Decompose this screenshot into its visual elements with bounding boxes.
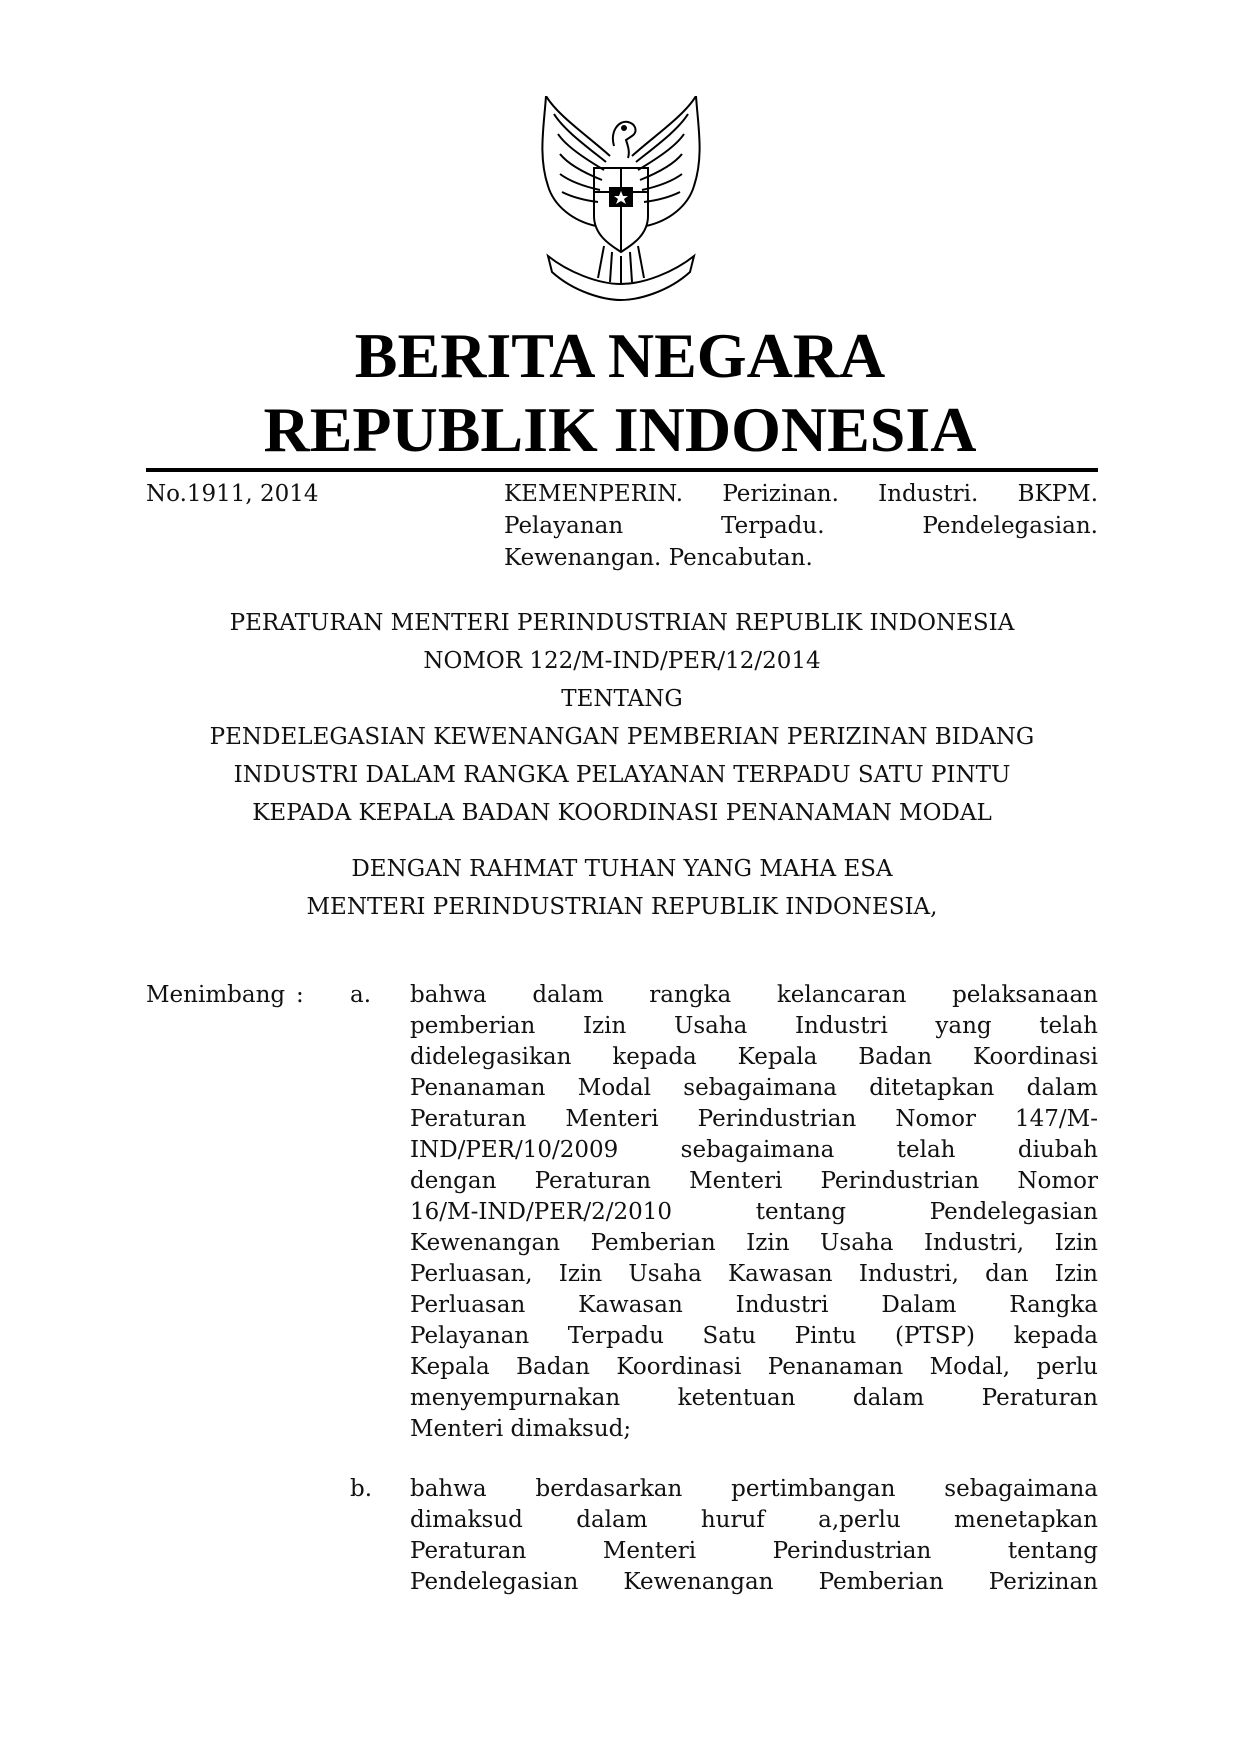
paragraph-line: Perluasan Kawasan Industri Dalam Rangka bbox=[410, 1292, 1098, 1318]
paragraph-line: menyempurnakan ketentuan dalam Peraturan bbox=[410, 1385, 1098, 1411]
paragraph-line: Perluasan, Izin Usaha Kawasan Industri, dan Izin bbox=[410, 1261, 1098, 1287]
item-marker-b: b. bbox=[350, 1476, 373, 1502]
paragraph-line: bahwa berdasarkan pertimbangan sebagaimana bbox=[410, 1476, 1098, 1502]
masthead-title-line-2: REPUBLIK INDONESIA bbox=[263, 394, 977, 465]
paragraph-line: dimaksud dalam huruf a,perlu menetapkan bbox=[410, 1507, 1098, 1533]
preamble bbox=[146, 850, 1098, 926]
paragraph-line: Peraturan Menteri Perindustrian Nomor 147/M- bbox=[410, 1106, 1098, 1132]
garuda-pancasila-emblem-icon bbox=[518, 96, 724, 308]
title-line: NOMOR 122/M-IND/PER/12/2014 bbox=[423, 648, 821, 674]
regulation-title bbox=[146, 604, 1098, 832]
paragraph-line: pemberian Izin Usaha Industri yang telah bbox=[410, 1013, 1098, 1039]
title-line: PENDELEGASIAN KEWENANGAN PEMBERIAN PERIZINAN BIDANG bbox=[209, 724, 1035, 750]
title-line: TENTANG bbox=[561, 686, 683, 712]
keywords-line: Pelayanan Terpadu. Pendelegasian. bbox=[504, 513, 1098, 539]
keywords-line: Kewenangan. Pencabutan. bbox=[504, 545, 813, 571]
title-line: INDUSTRI DALAM RANGKA PELAYANAN TERPADU SATU PINTU bbox=[233, 762, 1011, 788]
paragraph-line: bahwa dalam rangka kelancaran pelaksanaan bbox=[410, 982, 1098, 1008]
paragraph-line: Menteri dimaksud; bbox=[410, 1416, 632, 1442]
paragraph-line: Penanaman Modal sebagaimana ditetapkan dalam bbox=[410, 1075, 1098, 1101]
masthead-divider bbox=[146, 468, 1098, 472]
paragraph-line: didelegasikan kepada Kepala Badan Koordinasi bbox=[410, 1044, 1098, 1070]
preamble-line: DENGAN RAHMAT TUHAN YANG MAHA ESA bbox=[351, 856, 893, 882]
considerations-label: Menimbang bbox=[146, 982, 286, 1008]
paragraph-line: Peraturan Menteri Perindustrian tentang bbox=[410, 1538, 1098, 1564]
gazette-number: No.1911, 2014 bbox=[146, 481, 319, 507]
paragraph-line: Kepala Badan Koordinasi Penanaman Modal, perlu bbox=[410, 1354, 1098, 1380]
item-marker-a: a. bbox=[350, 982, 372, 1008]
garuda-emblem-drawing bbox=[518, 96, 724, 308]
title-line: PERATURAN MENTERI PERINDUSTRIAN REPUBLIK INDONESIA bbox=[229, 610, 1015, 636]
paragraph-line: Kewenangan Pemberian Izin Usaha Industri, Izin bbox=[410, 1230, 1098, 1256]
gazette-keywords bbox=[504, 478, 1098, 574]
paragraph-line: 16/M-IND/PER/2/2010 tentang Pendelegasian bbox=[410, 1199, 1098, 1225]
paragraph-line: Pelayanan Terpadu Satu Pintu (PTSP) kepada bbox=[410, 1323, 1098, 1349]
masthead-title-line-1: BERITA NEGARA bbox=[354, 320, 886, 391]
considerations-colon: : bbox=[296, 982, 304, 1008]
paragraph-line: Pendelegasian Kewenangan Pemberian Perizinan bbox=[410, 1569, 1098, 1595]
consideration-item-b bbox=[410, 1474, 1098, 1598]
paragraph-line: IND/PER/10/2009 sebagaimana telah diubah bbox=[410, 1137, 1098, 1163]
title-line: KEPADA KEPALA BADAN KOORDINASI PENANAMAN MODAL bbox=[252, 800, 992, 826]
consideration-item-a bbox=[410, 980, 1098, 1445]
keywords-line: KEMENPERIN. Perizinan. Industri. BKPM. bbox=[504, 481, 1098, 507]
paragraph-line: dengan Peraturan Menteri Perindustrian Nomor bbox=[410, 1168, 1098, 1194]
preamble-line: MENTERI PERINDUSTRIAN REPUBLIK INDONESIA, bbox=[306, 894, 938, 920]
